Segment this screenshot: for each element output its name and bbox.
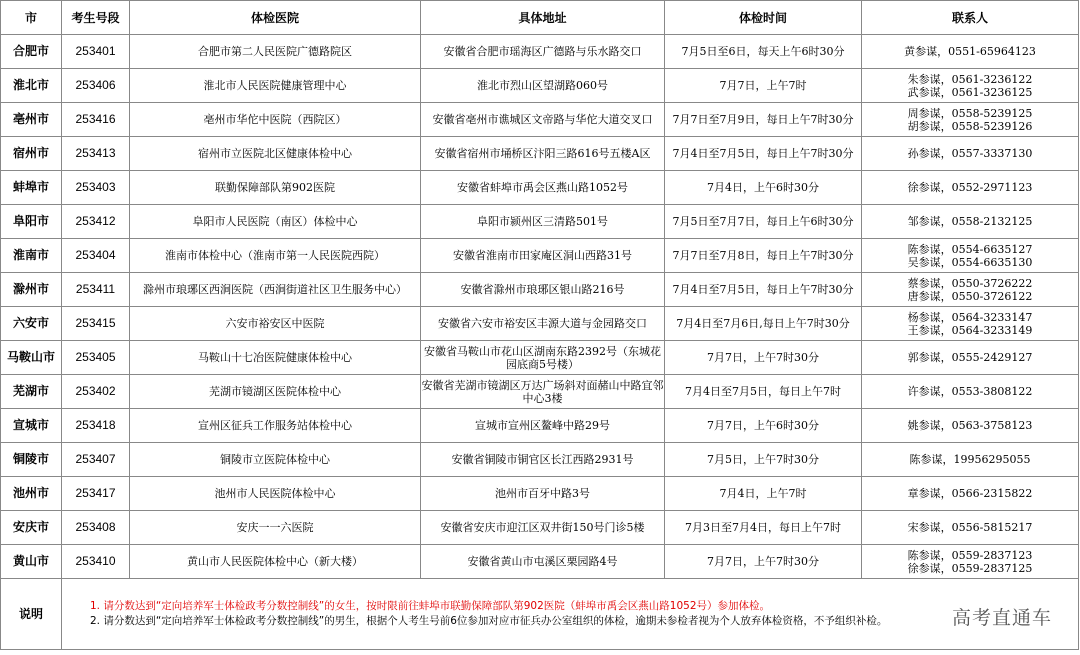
address-cell: 池州市百牙中路3号: [421, 477, 665, 511]
table-header-row: [1, 1, 1079, 35]
address-cell: 安徽省淮南市田家庵区洞山西路31号: [421, 239, 665, 273]
address-cell: 淮北市烈山区望湖路060号: [421, 69, 665, 103]
city-cell: 淮北市: [1, 69, 62, 103]
contact-cell: [862, 545, 1079, 579]
table-row: [1, 443, 1079, 477]
contact-cell: [862, 341, 1079, 375]
city-cell: 马鞍山市: [1, 341, 62, 375]
address-cell: 安徽省黄山市屯溪区栗园路4号: [421, 545, 665, 579]
note-line-1: 1. 请分数达到“定向培养军士体检政考分数控制线”的女生，按时限前往蚌埠市联勤保障部队第902医院（蚌埠市禹会区燕山路1052号）参加体检。: [90, 600, 770, 612]
city-cell: 池州市: [1, 477, 62, 511]
contact-line: 许参谋，0553-3808122: [907, 385, 1033, 398]
contact-line: 周参谋，0558-5239125: [907, 106, 1033, 120]
city-cell: 宣城市: [1, 409, 62, 443]
time-cell: 7月4日至7月6日,每日上午7时30分: [665, 307, 862, 341]
city-cell: 亳州市: [1, 103, 62, 137]
code-cell: 253415: [62, 307, 130, 341]
contact-line: 徐参谋，0552-2971123: [907, 181, 1033, 194]
address-cell: 安徽省马鞍山市花山区湖南东路2392号（东城花园底商5号楼）: [421, 341, 665, 375]
city-cell: 合肥市: [1, 35, 62, 69]
hospital-cell: 亳州市华佗中医院（西院区）: [130, 103, 421, 137]
contact-line: 宋参谋，0556-5815217: [907, 521, 1033, 534]
contact-line: 徐参谋，0559-2837125: [907, 561, 1033, 575]
code-cell: 253404: [62, 239, 130, 273]
time-cell: 7月4日，上午7时: [665, 477, 862, 511]
table-row: [1, 273, 1079, 307]
hospital-cell: 六安市裕安区中医院: [130, 307, 421, 341]
city-cell: 滁州市: [1, 273, 62, 307]
code-cell: 253401: [62, 35, 130, 69]
address-cell: 安徽省滁州市琅琊区银山路216号: [421, 273, 665, 307]
table-row: [1, 205, 1079, 239]
time-cell: 7月7日，上午6时30分: [665, 409, 862, 443]
contact-cell: [862, 103, 1079, 137]
time-cell: 7月4日，上午6时30分: [665, 171, 862, 205]
time-cell: 7月7日至7月9日，每日上午7时30分: [665, 103, 862, 137]
contact-cell: [862, 137, 1079, 171]
table-row: [1, 103, 1079, 137]
code-cell: 253406: [62, 69, 130, 103]
address-cell: 安徽省合肥市瑶海区广德路与乐水路交口: [421, 35, 665, 69]
hospital-cell: 宿州市立医院北区健康体检中心: [130, 137, 421, 171]
table-row: [1, 545, 1079, 579]
hospital-cell: 芜湖市镜湖区医院体检中心: [130, 375, 421, 409]
contact-line: 邹参谋，0558-2132125: [907, 215, 1033, 228]
time-cell: 7月7日至7月8日，每日上午7时30分: [665, 239, 862, 273]
hospital-cell: 黄山市人民医院体检中心（新大楼）: [130, 545, 421, 579]
header-hospital: 体检医院: [130, 1, 421, 35]
contact-cell: [862, 35, 1079, 69]
city-cell: 淮南市: [1, 239, 62, 273]
hospital-cell: 安庆一一六医院: [130, 511, 421, 545]
hospital-cell: 铜陵市立医院体检中心: [130, 443, 421, 477]
time-cell: 7月4日至7月5日，每日上午7时30分: [665, 273, 862, 307]
contact-line: 姚参谋，0563-3758123: [907, 419, 1033, 432]
address-cell: 安徽省芜湖市镜湖区万达广场斜对面赭山中路宜邻中心3楼: [421, 375, 665, 409]
address-cell: 安徽省安庆市迎江区双井街150号门诊5楼: [421, 511, 665, 545]
address-cell: 安徽省亳州市谯城区文帝路与华佗大道交叉口: [421, 103, 665, 137]
contact-cell: [862, 511, 1079, 545]
hospital-cell: 淮南市体检中心（淮南市第一人民医院西院）: [130, 239, 421, 273]
contact-line: 陈参谋，0554-6635127: [907, 242, 1033, 256]
header-code: 考生号段: [62, 1, 130, 35]
note-row: [1, 579, 1079, 650]
code-cell: 253418: [62, 409, 130, 443]
watermark: 高考直通车: [951, 607, 1052, 629]
time-cell: 7月5日至6日，每天上午6时30分: [665, 35, 862, 69]
contact-line: 孙参谋，0557-3337130: [907, 147, 1033, 160]
city-cell: 六安市: [1, 307, 62, 341]
contact-cell: [862, 171, 1079, 205]
table-row: [1, 409, 1079, 443]
code-cell: 253405: [62, 341, 130, 375]
table-row: [1, 511, 1079, 545]
hospital-cell: 马鞍山十七冶医院健康体检中心: [130, 341, 421, 375]
address-cell: 安徽省六安市裕安区丰源大道与金园路交口: [421, 307, 665, 341]
table-row: [1, 171, 1079, 205]
city-cell: 芜湖市: [1, 375, 62, 409]
city-cell: 安庆市: [1, 511, 62, 545]
contact-line: 朱参谋，0561-3236122: [907, 72, 1033, 86]
city-cell: 铜陵市: [1, 443, 62, 477]
address-cell: 安徽省宿州市埇桥区汴阳三路616号五楼A区: [421, 137, 665, 171]
contact-line: 蔡参谋，0550-3726222: [907, 276, 1033, 290]
contact-line: 陈参谋，0559-2837123: [907, 548, 1033, 562]
city-cell: 蚌埠市: [1, 171, 62, 205]
contact-cell: [862, 205, 1079, 239]
time-cell: 7月7日，上午7时30分: [665, 545, 862, 579]
contact-line: 王参谋，0564-3233149: [907, 323, 1033, 337]
contact-cell: [862, 443, 1079, 477]
contact-line: 胡参谋，0558-5239126: [907, 119, 1033, 133]
hospital-cell: 合肥市第二人民医院广德路院区: [130, 35, 421, 69]
table-row: [1, 375, 1079, 409]
code-cell: 253402: [62, 375, 130, 409]
city-cell: 阜阳市: [1, 205, 62, 239]
table-row: [1, 477, 1079, 511]
contact-line: 章参谋，0566-2315822: [907, 487, 1033, 500]
hospital-cell: 阜阳市人民医院（南区）体检中心: [130, 205, 421, 239]
contact-line: 郭参谋，0555-2429127: [907, 351, 1033, 364]
contact-line: 吴参谋，0554-6635130: [907, 255, 1033, 269]
contact-line: 杨参谋，0564-3233147: [907, 310, 1033, 324]
note-body: [62, 579, 1079, 650]
header-address: 具体地址: [421, 1, 665, 35]
time-cell: 7月5日，上午7时30分: [665, 443, 862, 477]
time-cell: 7月7日，上午7时30分: [665, 341, 862, 375]
contact-cell: [862, 307, 1079, 341]
contact-cell: [862, 477, 1079, 511]
contact-cell: [862, 273, 1079, 307]
code-cell: 253417: [62, 477, 130, 511]
table-row: [1, 341, 1079, 375]
code-cell: 253407: [62, 443, 130, 477]
contact-line: 武参谋，0561-3236125: [907, 85, 1033, 99]
hospital-cell: 宣州区征兵工作服务站体检中心: [130, 409, 421, 443]
code-cell: 253416: [62, 103, 130, 137]
header-contact: 联系人: [862, 1, 1079, 35]
table-body: [1, 35, 1079, 579]
hospital-cell: 滁州市琅琊区西涧医院（西涧街道社区卫生服务中心）: [130, 273, 421, 307]
code-cell: 253408: [62, 511, 130, 545]
time-cell: 7月4日至7月5日，每日上午7时30分: [665, 137, 862, 171]
contact-line: 唐参谋，0550-3726122: [907, 289, 1033, 303]
table-row: [1, 137, 1079, 171]
address-cell: 宣城市宣州区鳌峰中路29号: [421, 409, 665, 443]
address-cell: 安徽省铜陵市铜官区长江西路2931号: [421, 443, 665, 477]
table-row: [1, 239, 1079, 273]
table-row: [1, 69, 1079, 103]
address-cell: 阜阳市颍州区三清路501号: [421, 205, 665, 239]
time-cell: 7月4日至7月5日，每日上午7时: [665, 375, 862, 409]
contact-line: 黄参谋，0551-65964123: [904, 45, 1036, 58]
note-label: 说明: [1, 579, 62, 650]
city-cell: 黄山市: [1, 545, 62, 579]
contact-cell: [862, 409, 1079, 443]
table-row: [1, 35, 1079, 69]
city-cell: 宿州市: [1, 137, 62, 171]
header-time: 体检时间: [665, 1, 862, 35]
contact-cell: [862, 239, 1079, 273]
note-line-2: 2. 请分数达到“定向培养军士体检政考分数控制线”的男生，根据个人考生号前6位参加对应市征兵办公室组织的体检，逾期未参检者视为个人放弃体检资格，不予组织补检。: [90, 615, 888, 627]
time-cell: 7月7日，上午7时: [665, 69, 862, 103]
contact-cell: [862, 69, 1079, 103]
code-cell: 253412: [62, 205, 130, 239]
contact-cell: [862, 375, 1079, 409]
time-cell: 7月3日至7月4日，每日上午7时: [665, 511, 862, 545]
hospital-cell: 联勤保障部队第902医院: [130, 171, 421, 205]
code-cell: 253403: [62, 171, 130, 205]
contact-line: 陈参谋，19956295055: [909, 453, 1031, 466]
hospital-cell: 淮北市人民医院健康管理中心: [130, 69, 421, 103]
code-cell: 253410: [62, 545, 130, 579]
code-cell: 253413: [62, 137, 130, 171]
time-cell: 7月5日至7月7日，每日上午6时30分: [665, 205, 862, 239]
table-row: [1, 307, 1079, 341]
hospital-cell: 池州市人民医院体检中心: [130, 477, 421, 511]
header-city: 市: [1, 1, 62, 35]
code-cell: 253411: [62, 273, 130, 307]
address-cell: 安徽省蚌埠市禹会区燕山路1052号: [421, 171, 665, 205]
